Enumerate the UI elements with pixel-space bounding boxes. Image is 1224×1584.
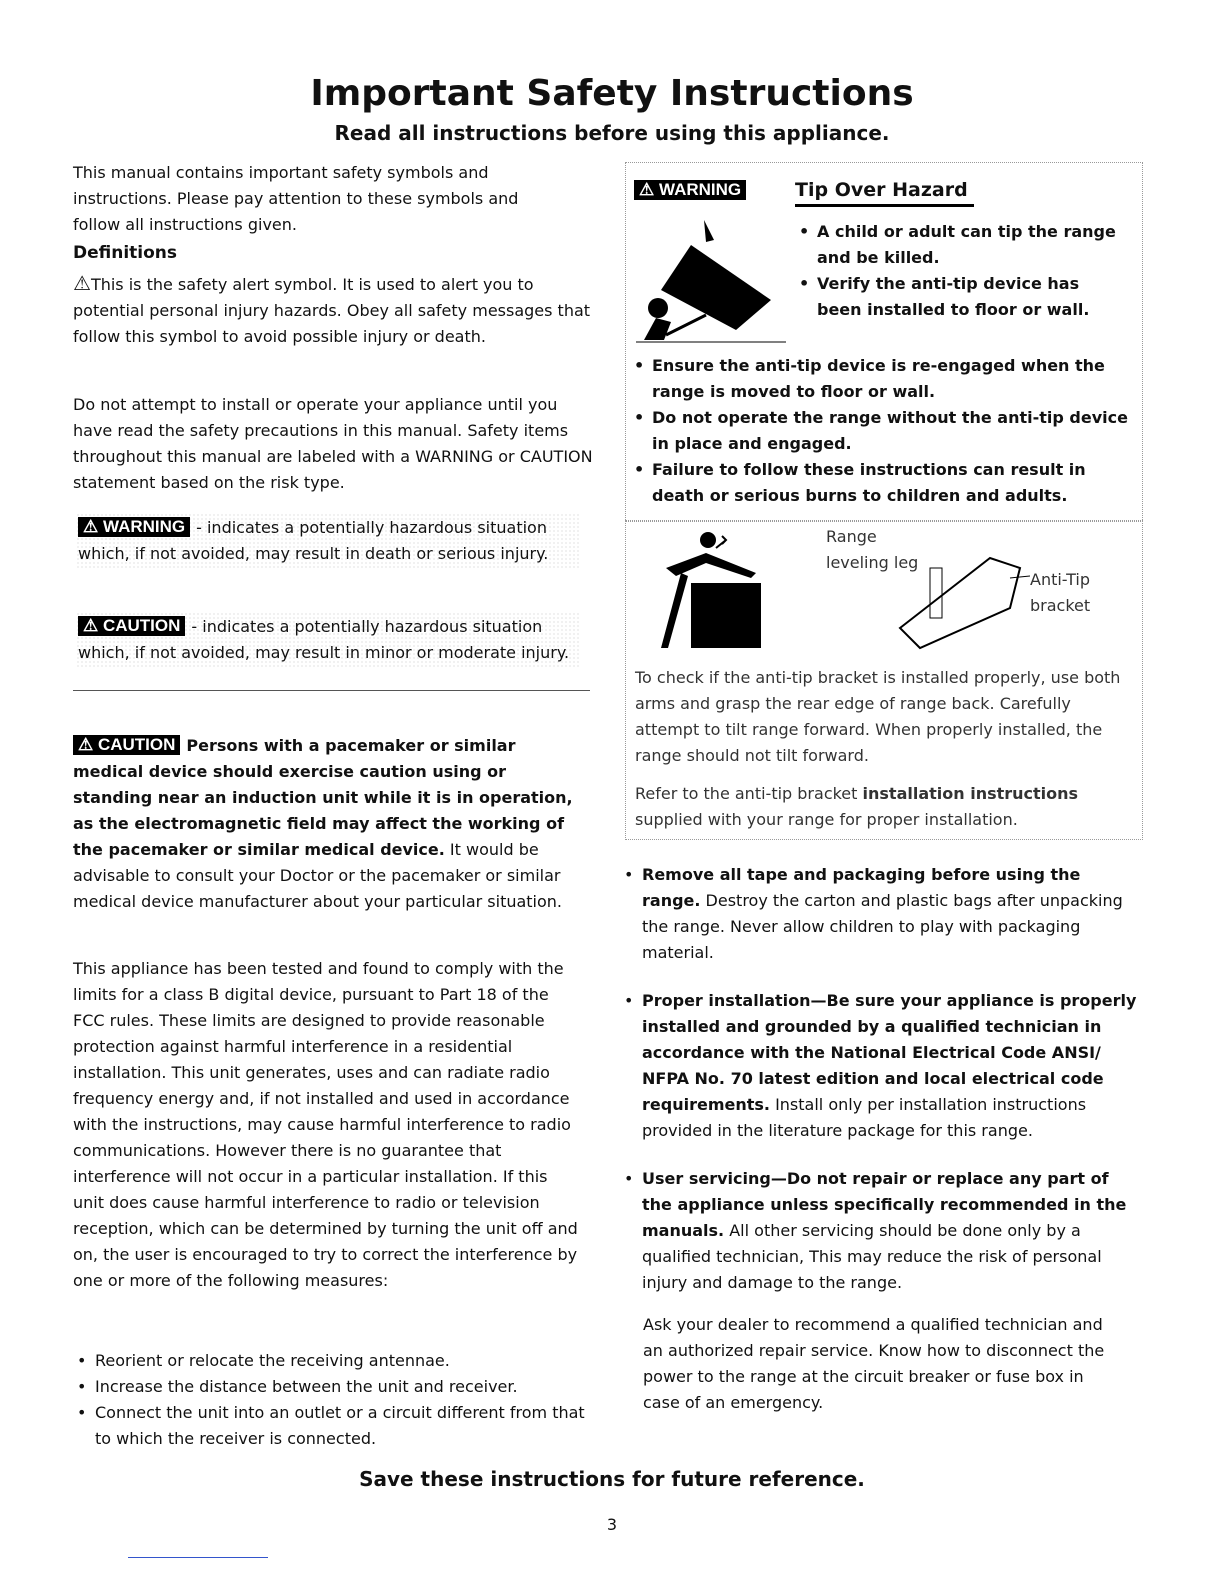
bullet-bold: Remove all tape and packaging before using the range.: [642, 865, 1081, 910]
caution-label: ⚠ CAUTION: [78, 616, 185, 636]
list-item: • Ensure the anti-tip device is re-engaged when the range is moved to floor or wall.: [630, 353, 1130, 405]
hazard-bullets: [795, 219, 1125, 323]
pacemaker-caution: [73, 733, 583, 915]
bullet-rest: Destroy the carton and plastic bags after unpacking the range. Never allow children to play with packaging material.: [642, 891, 1123, 962]
hazard-title: Tip Over Hazard: [795, 176, 974, 207]
alert-symbol-text: [73, 270, 593, 350]
definitions-heading: Definitions: [73, 243, 178, 263]
warning-label: ⚠ WARNING: [634, 180, 746, 200]
refer-text: [635, 781, 1125, 833]
list-item: • Do not operate the range without the anti-tip device in place and engaged.: [630, 405, 1130, 457]
list-item: [620, 1166, 1140, 1296]
list-item: • Verify the anti-tip device has been installed to floor or wall.: [795, 271, 1125, 323]
bullet-bold: Proper installation—Be sure your appliance is properly installed and grounded by a qualified technician in accordance with the National Electrical Code ANSI/ NFPA No. 70 latest edition and local electrical code requirements.: [642, 991, 1137, 1114]
anti-tip-bracket-illustration: [870, 528, 1030, 653]
warning-definition: [76, 513, 580, 569]
list-item: • Connect the unit into an outlet or a circuit different from that to which the receiver is connected.: [73, 1400, 588, 1452]
refer-post: supplied with your range for proper installation.: [635, 810, 1018, 829]
range-leveling-leg-label: Range leveling leg: [826, 527, 919, 572]
anti-tip-bracket-label: Anti-Tip bracket: [1030, 570, 1091, 615]
alert-symbol-desc: This is the safety alert symbol. It is used to alert you to potential personal injury hazards. Obey all safety messages that follow this symbol to avoid possible injury or death.: [73, 275, 591, 346]
list-item: [620, 862, 1140, 966]
list-item: • Increase the distance between the unit and receiver.: [73, 1374, 588, 1400]
caution-label: ⚠ CAUTION: [73, 735, 180, 755]
footer-rule: [128, 1557, 268, 1558]
list-item: [620, 988, 1140, 1144]
bullet-rest: Install only per installation instructions provided in the literature package for this range.: [642, 1095, 1087, 1140]
caution-def-text: - indicates a potentially hazardous situation which, if not avoided, may result in minor or moderate injury.: [78, 617, 570, 662]
dealer-text: Ask your dealer to recommend a qualified technician and an authorized repair service. Know how to disconnect the power to the range at the circuit breaker or fuse box in case of an emergency.: [643, 1315, 1105, 1412]
anti-tip-bullets: [630, 353, 1130, 509]
do-not-attempt-text: Do not attempt to install or operate your appliance until you have read the safety precautions in this manual. Safety items throughout this manual are labeled with a WARNING or CAUTION statement based on the risk type.: [73, 395, 593, 492]
list-item: • A child or adult can tip the range and be killed.: [795, 219, 1125, 271]
footer-note: Save these instructions for future reference.: [359, 1467, 865, 1491]
fcc-text: This appliance has been tested and found to comply with the limits for a class B digital device, pursuant to Part 18 of the FCC rules. These limits are designed to provide reasonable protection against harmful interference in a residential installation. This unit generates, uses and can radiate radio frequency energy and, if not installed and used in accordance with the instructions, may cause harmful interference to radio communications. However there is no guarantee that interference will not occur in a particular installation. If this unit does cause harmful interference to radio or television reception, which can be determined by turning the unit off and on, the user is encouraged to try to correct the interference by one or more of the following measures:: [73, 959, 578, 1290]
person-checking-range-illustration: [646, 528, 776, 653]
divider: [73, 690, 590, 691]
measures-list: [73, 1348, 588, 1452]
safety-alert-icon: ⚠: [73, 271, 91, 295]
list-item: • Failure to follow these instructions can result in death or serious burns to children and adults.: [630, 457, 1130, 509]
caution-definition: [76, 612, 580, 668]
bullet-bold: User servicing—Do not repair or replace any part of the appliance unless specifically recommended in the manuals.: [642, 1169, 1127, 1240]
page-subtitle: Read all instructions before using this appliance.: [334, 121, 890, 145]
safety-bullets: [620, 862, 1140, 1296]
page-number: 3: [606, 1515, 618, 1534]
warning-label: ⚠ WARNING: [78, 517, 190, 537]
pacemaker-rest: It would be advisable to consult your Doctor or the pacemaker or similar medical device manufacturer about your particular situation.: [73, 840, 563, 911]
pacemaker-bold: Persons with a pacemaker or similar medical device should exercise caution using or standing near an induction unit while it is in operation, as the electromagnetic field may affect the working of the pacemaker or similar medical device.: [73, 736, 573, 859]
bullet-rest: All other servicing should be done only by a qualified technician, This may reduce the risk of personal injury and damage to the range.: [642, 1221, 1102, 1292]
warning-def-text: - indicates a potentially hazardous situation which, if not avoided, may result in death or serious injury.: [78, 518, 549, 563]
intro-text: This manual contains important safety symbols and instructions. Please pay attention to these symbols and follow all instructions given.: [73, 163, 519, 234]
check-text: To check if the anti-tip bracket is installed properly, use both arms and grasp the rear edge of range back. Carefully attempt to tilt range forward. When properly installed, the range should not tilt forward.: [635, 668, 1121, 765]
list-item: • Reorient or relocate the receiving antennae.: [73, 1348, 588, 1374]
tip-over-illustration: [636, 200, 786, 345]
page-title: Important Safety Instructions: [310, 73, 914, 114]
refer-bold: installation instructions: [862, 784, 1079, 803]
refer-pre: Refer to the anti-tip bracket: [635, 784, 863, 803]
